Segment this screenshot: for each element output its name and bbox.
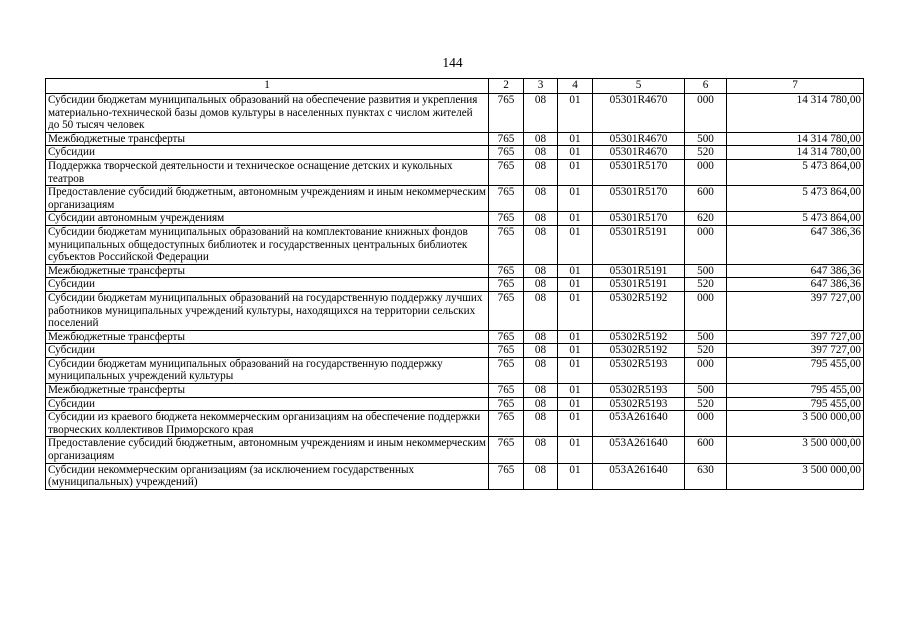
section-code-cell: 08 <box>524 291 558 330</box>
target-article-cell: 05301R5170 <box>593 186 685 212</box>
table-row <box>46 463 864 489</box>
row-name-cell: Субсидии бюджетам муниципальных образований на государственную поддержку муниципальных учреждений культуры <box>46 357 489 383</box>
subsection-code-cell: 01 <box>558 132 593 146</box>
row-name-cell: Субсидии <box>46 278 489 292</box>
expense-type-cell: 600 <box>685 437 727 463</box>
amount-cell: 5 473 864,00 <box>727 186 864 212</box>
amount-cell: 647 386,36 <box>727 225 864 264</box>
subsection-code-cell: 01 <box>558 159 593 185</box>
row-name-cell: Межбюджетные трансферты <box>46 330 489 344</box>
target-article-cell: 053А261640 <box>593 437 685 463</box>
chapter-code-cell: 765 <box>489 397 524 411</box>
page-number: 144 <box>442 55 463 70</box>
table-row <box>46 225 864 264</box>
expense-type-cell: 500 <box>685 384 727 398</box>
expense-type-cell: 000 <box>685 411 727 437</box>
section-code-cell: 08 <box>524 212 558 226</box>
amount-cell: 14 314 780,00 <box>727 132 864 146</box>
row-name-cell: Субсидии <box>46 146 489 160</box>
section-code-cell: 08 <box>524 264 558 278</box>
expense-type-cell: 600 <box>685 186 727 212</box>
chapter-code-cell: 765 <box>489 159 524 185</box>
expense-type-cell: 000 <box>685 291 727 330</box>
subsection-code-cell: 01 <box>558 397 593 411</box>
target-article-cell: 05301R5170 <box>593 159 685 185</box>
expense-type-cell: 500 <box>685 132 727 146</box>
chapter-code-cell: 765 <box>489 186 524 212</box>
subsection-code-cell: 01 <box>558 330 593 344</box>
amount-cell: 5 473 864,00 <box>727 159 864 185</box>
expense-type-cell: 520 <box>685 278 727 292</box>
expense-type-cell: 520 <box>685 397 727 411</box>
target-article-cell: 05301R5191 <box>593 278 685 292</box>
table-row <box>46 384 864 398</box>
table-row <box>46 212 864 226</box>
column-header: 4 <box>558 79 593 94</box>
amount-cell: 397 727,00 <box>727 291 864 330</box>
amount-cell: 397 727,00 <box>727 330 864 344</box>
table-row <box>46 186 864 212</box>
table-row <box>46 344 864 358</box>
expense-type-cell: 000 <box>685 94 727 133</box>
section-code-cell: 08 <box>524 132 558 146</box>
expense-type-cell: 500 <box>685 330 727 344</box>
expense-type-cell: 620 <box>685 212 727 226</box>
row-name-cell: Субсидии некоммерческим организациям (за исключением государственных (муниципальных) учреждений) <box>46 463 489 489</box>
budget-table <box>45 78 864 490</box>
chapter-code-cell: 765 <box>489 384 524 398</box>
row-name-cell: Предоставление субсидий бюджетным, автономным учреждениям и иным некоммерческим организациям <box>46 186 489 212</box>
section-code-cell: 08 <box>524 411 558 437</box>
expense-type-cell: 520 <box>685 344 727 358</box>
chapter-code-cell: 765 <box>489 291 524 330</box>
chapter-code-cell: 765 <box>489 411 524 437</box>
expense-type-cell: 630 <box>685 463 727 489</box>
row-name-cell: Межбюджетные трансферты <box>46 132 489 146</box>
subsection-code-cell: 01 <box>558 225 593 264</box>
amount-cell: 795 455,00 <box>727 397 864 411</box>
chapter-code-cell: 765 <box>489 225 524 264</box>
chapter-code-cell: 765 <box>489 132 524 146</box>
table-row <box>46 264 864 278</box>
chapter-code-cell: 765 <box>489 463 524 489</box>
target-article-cell: 05301R4670 <box>593 146 685 160</box>
target-article-cell: 05302R5192 <box>593 291 685 330</box>
subsection-code-cell: 01 <box>558 357 593 383</box>
subsection-code-cell: 01 <box>558 437 593 463</box>
target-article-cell: 053А261640 <box>593 411 685 437</box>
subsection-code-cell: 01 <box>558 278 593 292</box>
section-code-cell: 08 <box>524 159 558 185</box>
table-row <box>46 94 864 133</box>
section-code-cell: 08 <box>524 357 558 383</box>
amount-cell: 3 500 000,00 <box>727 463 864 489</box>
row-name-cell: Межбюджетные трансферты <box>46 384 489 398</box>
target-article-cell: 05301R5191 <box>593 225 685 264</box>
column-header: 1 <box>46 79 489 94</box>
table-row <box>46 411 864 437</box>
chapter-code-cell: 765 <box>489 278 524 292</box>
section-code-cell: 08 <box>524 146 558 160</box>
chapter-code-cell: 765 <box>489 330 524 344</box>
chapter-code-cell: 765 <box>489 212 524 226</box>
target-article-cell: 053А261640 <box>593 463 685 489</box>
target-article-cell: 05302R5193 <box>593 357 685 383</box>
column-header: 2 <box>489 79 524 94</box>
expense-type-cell: 500 <box>685 264 727 278</box>
subsection-code-cell: 01 <box>558 344 593 358</box>
section-code-cell: 08 <box>524 384 558 398</box>
target-article-cell: 05301R4670 <box>593 94 685 133</box>
table-row <box>46 330 864 344</box>
target-article-cell: 05301R4670 <box>593 132 685 146</box>
chapter-code-cell: 765 <box>489 264 524 278</box>
amount-cell: 5 473 864,00 <box>727 212 864 226</box>
row-name-cell: Субсидии <box>46 344 489 358</box>
subsection-code-cell: 01 <box>558 411 593 437</box>
target-article-cell: 05301R5191 <box>593 264 685 278</box>
expense-type-cell: 000 <box>685 357 727 383</box>
target-article-cell: 05302R5192 <box>593 344 685 358</box>
chapter-code-cell: 765 <box>489 357 524 383</box>
section-code-cell: 08 <box>524 437 558 463</box>
target-article-cell: 05302R5193 <box>593 397 685 411</box>
amount-cell: 3 500 000,00 <box>727 411 864 437</box>
table-row <box>46 159 864 185</box>
amount-cell: 3 500 000,00 <box>727 437 864 463</box>
section-code-cell: 08 <box>524 186 558 212</box>
subsection-code-cell: 01 <box>558 186 593 212</box>
subsection-code-cell: 01 <box>558 463 593 489</box>
target-article-cell: 05302R5193 <box>593 384 685 398</box>
subsection-code-cell: 01 <box>558 384 593 398</box>
table-body <box>46 94 864 490</box>
subsection-code-cell: 01 <box>558 264 593 278</box>
section-code-cell: 08 <box>524 397 558 411</box>
table-row <box>46 132 864 146</box>
section-code-cell: 08 <box>524 344 558 358</box>
chapter-code-cell: 765 <box>489 94 524 133</box>
amount-cell: 647 386,36 <box>727 278 864 292</box>
table-row <box>46 291 864 330</box>
chapter-code-cell: 765 <box>489 146 524 160</box>
header-row <box>46 79 864 94</box>
row-name-cell: Субсидии бюджетам муниципальных образований на государственную поддержку лучших работников муниципальных учреждений культуры, находящихся на территории сельских поселений <box>46 291 489 330</box>
chapter-code-cell: 765 <box>489 437 524 463</box>
section-code-cell: 08 <box>524 330 558 344</box>
section-code-cell: 08 <box>524 463 558 489</box>
column-header: 6 <box>685 79 727 94</box>
target-article-cell: 05301R5170 <box>593 212 685 226</box>
table-row <box>46 357 864 383</box>
section-code-cell: 08 <box>524 225 558 264</box>
column-header: 5 <box>593 79 685 94</box>
table-row <box>46 437 864 463</box>
amount-cell: 397 727,00 <box>727 344 864 358</box>
row-name-cell: Субсидии бюджетам муниципальных образований на обеспечение развития и укрепления материально-технической базы домов культуры в населенных пунктах с числом жителей до 50 тысяч человек <box>46 94 489 133</box>
amount-cell: 795 455,00 <box>727 357 864 383</box>
amount-cell: 795 455,00 <box>727 384 864 398</box>
amount-cell: 14 314 780,00 <box>727 94 864 133</box>
expense-type-cell: 000 <box>685 225 727 264</box>
table-row <box>46 397 864 411</box>
row-name-cell: Предоставление субсидий бюджетным, автономным учреждениям и иным некоммерческим организациям <box>46 437 489 463</box>
row-name-cell: Субсидии бюджетам муниципальных образований на комплектование книжных фондов муниципальных общедоступных библиотек и государственных центральных библиотек субъектов Российской Федерации <box>46 225 489 264</box>
expense-type-cell: 520 <box>685 146 727 160</box>
section-code-cell: 08 <box>524 94 558 133</box>
row-name-cell: Субсидии из краевого бюджета некоммерческим организациям на обеспечение поддержки творческих коллективов Приморского края <box>46 411 489 437</box>
expense-type-cell: 000 <box>685 159 727 185</box>
amount-cell: 647 386,36 <box>727 264 864 278</box>
column-header: 7 <box>727 79 864 94</box>
row-name-cell: Поддержка творческой деятельности и техническое оснащение детских и кукольных театров <box>46 159 489 185</box>
amount-cell: 14 314 780,00 <box>727 146 864 160</box>
row-name-cell: Субсидии автономным учреждениям <box>46 212 489 226</box>
table-row <box>46 278 864 292</box>
chapter-code-cell: 765 <box>489 344 524 358</box>
subsection-code-cell: 01 <box>558 212 593 226</box>
row-name-cell: Межбюджетные трансферты <box>46 264 489 278</box>
column-header: 3 <box>524 79 558 94</box>
row-name-cell: Субсидии <box>46 397 489 411</box>
subsection-code-cell: 01 <box>558 94 593 133</box>
section-code-cell: 08 <box>524 278 558 292</box>
table-row <box>46 146 864 160</box>
subsection-code-cell: 01 <box>558 291 593 330</box>
subsection-code-cell: 01 <box>558 146 593 160</box>
target-article-cell: 05302R5192 <box>593 330 685 344</box>
